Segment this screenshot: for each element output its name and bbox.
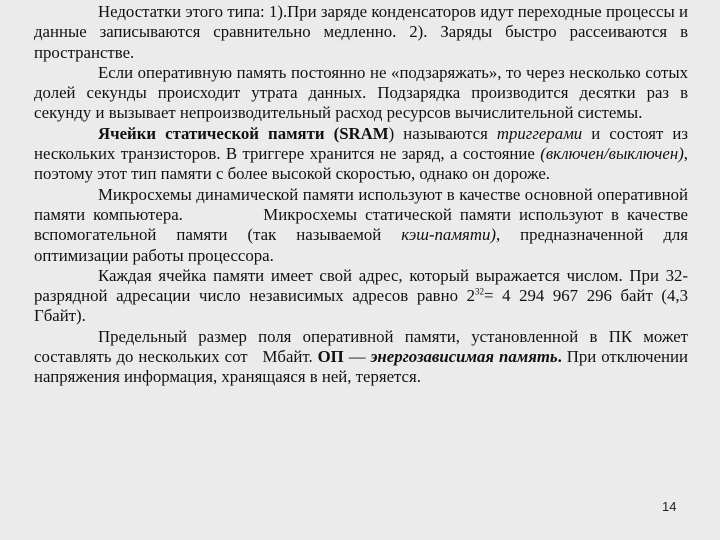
- text-run: Недостатки этого типа: 1).При заряде конденсаторов идут переходные процессы и данные записываются сравнительно медленно. 2). Заряды быстро рассеиваются в пространстве.: [34, 2, 688, 62]
- paragraph-dram-drawbacks: [34, 2, 688, 63]
- text-run: .: [557, 347, 562, 367]
- triggers-term: триггерами: [496, 123, 583, 143]
- exponent: 32: [475, 286, 484, 297]
- text-run: —: [343, 347, 371, 367]
- paragraph-sram: [34, 124, 688, 185]
- paragraph-addressing: [34, 266, 688, 327]
- sram-term: Ячейки статической памяти (SRAM: [98, 123, 389, 143]
- volatile-memory-term: энергозависимая память: [370, 347, 558, 367]
- text-run: Микросхемы динамической памяти используют в качестве основной оперативной памяти компьютера. Микросхемы статической памяти используют в качестве вспомогательной памяти (так называемой: [34, 184, 693, 245]
- text-run: Каждая ячейка памяти имеет свой адрес, который выражается числом. При 32-разрядной адресации число независимых адресов равно 2: [34, 265, 688, 306]
- text-run: При отключении напряжения информация, хранящаяся в ней, теряется.: [34, 347, 688, 387]
- cache-term: кэш-памяти): [401, 225, 496, 245]
- text-run: = 4 294 967 296 байт (4,3 Гбайт).: [34, 286, 688, 326]
- op-term: ОП: [317, 347, 344, 367]
- text-run: Предельный размер поля оперативной памяти, установленной в ПК может составлять до нескольких сот Мбайт.: [34, 326, 693, 367]
- text-run: , поэтому этот тип памяти с более высокой скоростью, однако он дороже.: [34, 144, 688, 184]
- paragraph-usage: [34, 184, 693, 266]
- paragraph-max-size: [34, 326, 693, 388]
- text-run: ) называются: [388, 123, 497, 143]
- state-term: (включен/выключен): [540, 144, 684, 164]
- slide-text: [34, 2, 693, 388]
- text-run: и состоят из нескольких транзисторов. В триггере хранится не заряд, а состояние: [34, 123, 688, 164]
- page-number: 14: [662, 499, 677, 514]
- text-run: Если оперативную память постоянно не «подзаряжать», то через несколько сотых долей секунды происходит утрата данных. Подзарядка производится десятки раз в секунду и вызывает непроизводительный расход ресурсов вычислительной системы.: [34, 62, 688, 123]
- paragraph-refresh: [34, 63, 688, 124]
- text-run: , предназначенной для оптимизации работы процессора.: [34, 225, 688, 265]
